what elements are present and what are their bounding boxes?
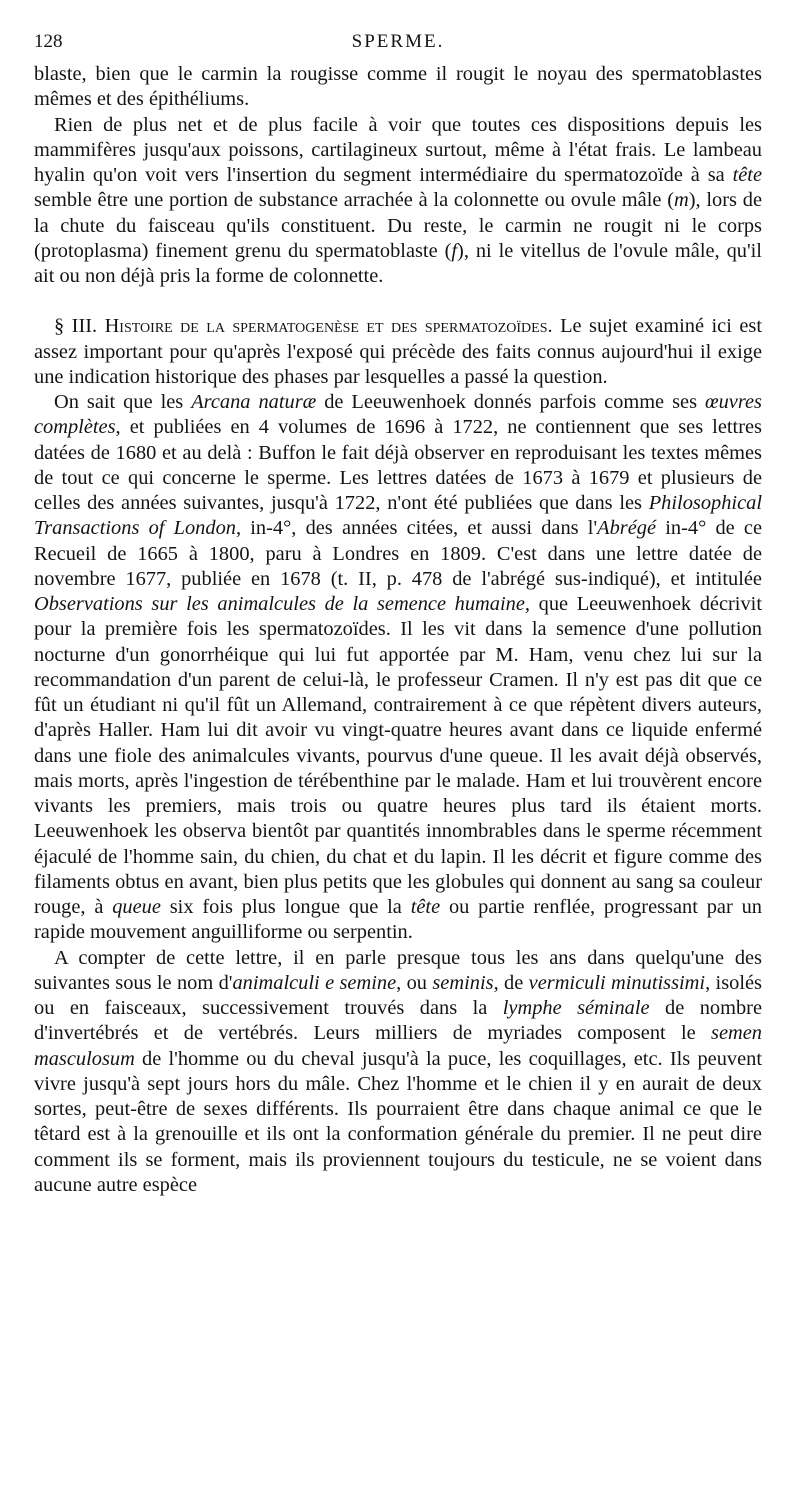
text-run: , de [493,971,529,994]
text-run: de Leeuwenhoek donnés parfois comme ses [316,391,705,413]
body-text [34,62,762,1198]
text-run: A compter de cette lettre, il en parle presque tous les ans dans quelqu'une des suivantes sous le nom d' [34,946,762,994]
document-page [34,22,762,1198]
text-run: § III. [54,315,105,338]
text-run: ou partie renflée, progressant par un rapide mouvement anguilliforme ou serpentin. [34,896,762,944]
text-run: in-4° de ce Recueil de 1665 à 1800, paru à Londres en 1809. C'est dans une lettre datée de novembre 1677, publiée en 1678 (t. II, p. 478 de l'abrégé sus-indiqué), et intitulée [34,517,762,590]
running-head [34,22,762,62]
italic-text: Observations sur les animalcules de la semence humaine [34,593,525,615]
section-gap [34,289,762,314]
text-run: de nombre d'invertébrés et de vertébrés. Leurs milliers de myriades composent le [34,997,762,1045]
italic-text: Abrégé [597,517,657,540]
italic-text: m [674,189,689,212]
italic-text: f [451,239,458,262]
text-run: de l'homme ou du cheval jusqu'à la puce, les coquillages, etc. Ils peuvent vivre jusqu'à sept jours hors du mâle. Chez l'homme et le chien il y en aurait de deux sortes, peut-être de sexes différents. Ils pourraient être dans chaque animal ce que le têtard est à la grenouille et ils ont la conformation générale du premier. Il ne peut dire comment ils se forment, mais ils proviennent toujours du testicule, ne se voient dans aucune autre espèce [34,1047,762,1196]
italic-text: tête [410,896,441,918]
text-run: six fois plus longue que la [160,896,411,918]
paragraph [34,390,762,946]
text-run: ), lors de la chute du faisceau qu'ils constituent. Du reste, le carmin ne rougit ni le corps (protoplasma) finement grenu du spermatoblaste ( [34,189,762,262]
italic-text: animalculi e semine [232,971,397,994]
text-run: , ou [396,971,433,994]
text-run: , et publiées en 4 volumes de 1696 à 1722, ne contiennent que ses lettres datées de 1680 et au delà : Buffon le fait déjà observer en reproduisant les textes mêmes de tout ce qui concerne le sperme. Les lettres datées de 1673 à 1679 et plusieurs de celles des années suivantes, jusqu'à 1722, n'ont été publiées que dans les [34,416,762,514]
text-run: , in-4°, des années citées, et aussi dans l' [235,517,598,540]
paragraph [34,62,762,113]
italic-text: Philosophical Transactions of London [34,492,762,540]
text-run: , que Leeuwenhoek décrivit pour la première fois les spermatozoïdes. Il les vit dans la semence d'une pollution nocturne d'un gonorrhéique qui lui fut apportée par M. Ham, venu chez lui sur la recommandation d'un parent de celui-là, le professeur Cramen. Il n'y est pas dit que ce fût un étudiant ni qu'il fût un Allemand, contrairement à ce que répètent divers auteurs, d'après Haller. Ham lui dit avoir vu vingt-quatre heures avant dans ce liquide enfermé dans une fiole des animalcules vivants, pourvus d'une queue. Il les avait déjà observés, mais morts, après l'ingestion de térébenthine par le malade. Ham et lui trouvèrent encore vivants les premiers, mais trois ou quatre heures plus tard ils étaient morts. Leeuwenhoek les observa bientôt par quantités innombrables dans le sperme récemment éjaculé de l'homme sain, du chien, du chat et du lapin. Il les décrit et figure comme des filaments obtus en avant, bien plus petits que les globules qui donnent au sang sa couleur rouge, à [34,593,762,918]
italic-text: queue [112,896,161,918]
paragraph [34,113,762,290]
italic-text: lymphe séminale [502,997,650,1019]
italic-text: vermiculi minutissimi [528,971,706,994]
section-heading-text: Histoire de la spermatogenèse et des spermatozoïdes. [104,315,553,338]
italic-text: semen masculosum [34,1022,762,1070]
running-title: SPERME. [351,31,445,52]
text-run: On sait que les [54,391,192,413]
italic-text: Arcana naturæ [191,391,317,413]
italic-text: seminis [432,971,494,994]
text-run: ), ni le vitellus de l'ovule mâle, qu'il ait ou non déjà pris la forme de colonnette. [34,239,762,287]
text-run: semble être une portion de substance arrachée à la colonnette ou ovule mâle ( [34,189,674,212]
text-run: , isolés ou en faisceaux, successivement trouvés dans la [34,971,762,1019]
italic-text: tête [732,164,762,186]
text-run: Rien de plus net et de plus facile à voir que toutes ces dispositions depuis les mammifères jusqu'aux poissons, cartilagineux surtout, même à l'état frais. Le lambeau hyalin qu'on voit vers l'insertion du segment intermédiaire du spermatozoïde à sa [34,113,762,186]
text-run: blaste, bien que le carmin la rougisse comme il rougit le noyau des spermatoblastes mêmes et des épithéliums. [34,63,762,111]
italic-text: œuvres complètes [34,391,762,439]
text-run: Le sujet examiné ici est assez important pour qu'après l'exposé qui précède des faits connus aujourd'hui il exige une indication historique des phases par lesquelles a passé la question. [34,315,762,388]
paragraph [34,946,762,1199]
paragraph [34,314,762,390]
page-number: 128 [34,31,63,52]
